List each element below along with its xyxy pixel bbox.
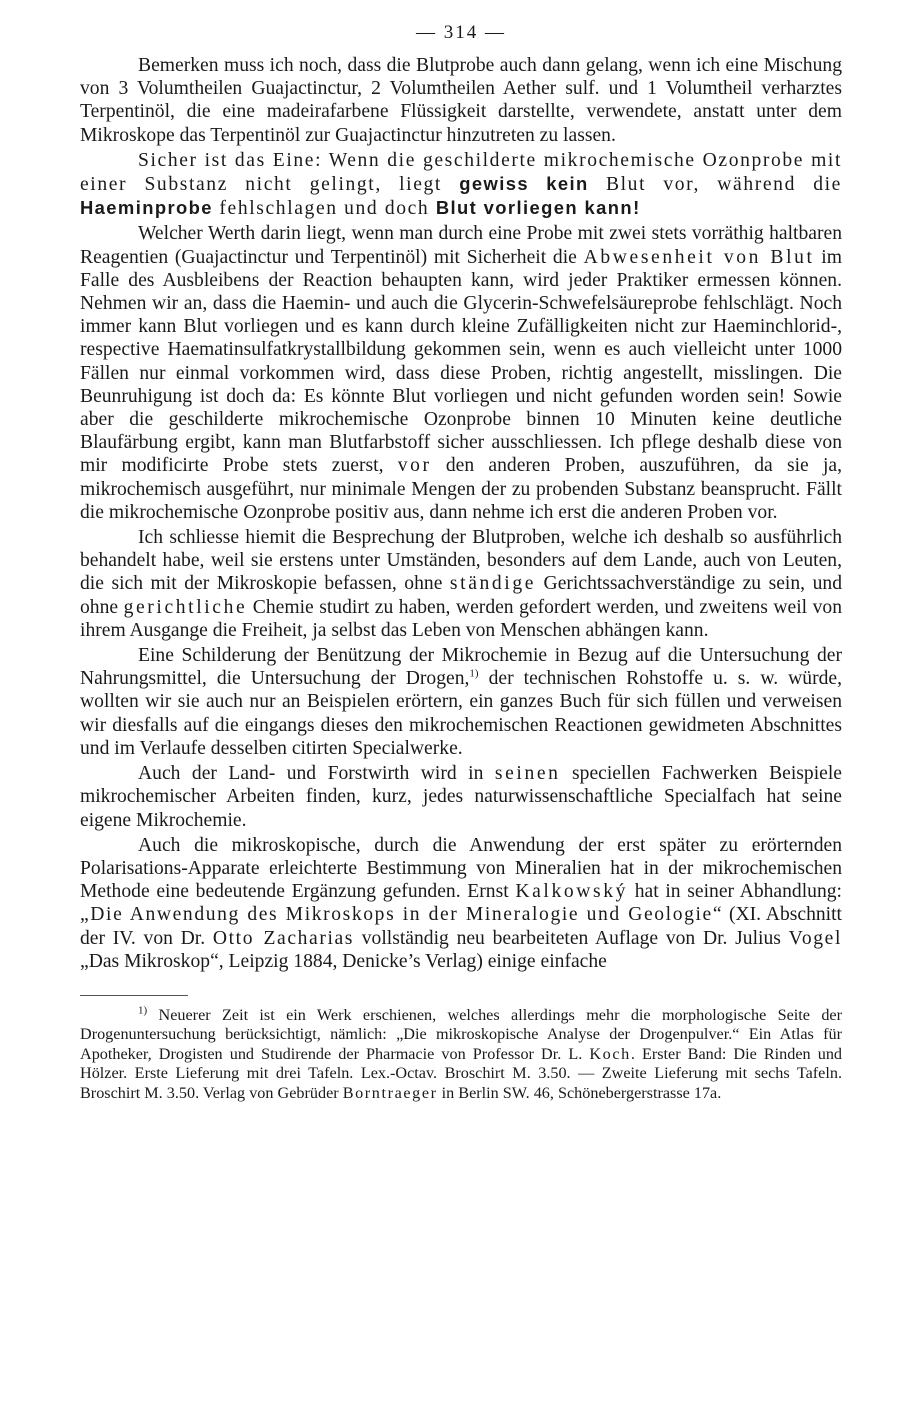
- paragraph-text: speciellen Fachwerken Beispiele mikrochemischer Arbeiten finden, kurz, jedes naturwissenschaftliche Specialfach hat seine eigene Mikrochemie.: [80, 763, 842, 831]
- paragraph-text: Bemerken muss ich noch, dass die Blutprobe auch dann gelang, wenn ich eine Mischung von 3 Volumtheilen Guajactinctur, 2 Volumtheilen Aether sulf. und 1 Volumtheil verharztes Terpentinöl, die eine madeirafarbene Flüssigkeit darstellte, verwendete, anstatt unter dem Mikroskope das Terpentinöl zur Guajactinctur hinzutreten zu lassen.: [80, 55, 842, 146]
- paragraph-text: hat in seiner Abhandlung:: [628, 881, 842, 903]
- paragraph-text: Chemie studirt zu haben, werden gefordert werden, und zweitens weil von ihrem Ausgange die Freiheit, ja selbst das Leben von Menschen abhängen kann.: [80, 596, 842, 641]
- emphasis-spaced: seinen: [494, 763, 561, 785]
- paragraph: [80, 149, 842, 221]
- emphasis-bold: Haeminprobe: [80, 197, 213, 219]
- paragraph: [80, 54, 842, 147]
- emphasis-spaced: gerichtliche: [123, 596, 248, 618]
- emphasis-spaced: Otto Zacharias: [212, 927, 355, 949]
- emphasis-spaced: Koch: [589, 1044, 631, 1063]
- paragraph: [80, 762, 842, 832]
- page-number: — 314 —: [416, 22, 506, 43]
- body-text: [80, 54, 842, 973]
- emphasis-spaced: vor: [397, 455, 432, 477]
- footnote-part: . Erster Band: Die Rinden und Hölzer. Erste Lieferung mit drei Tafeln. Lex.-Octav. Broschirt M. 3.50. — Zweite Lieferung mit sechs Tafeln. Broschirt M. 3.50. Verlag von Gebrüder: [80, 1044, 843, 1102]
- footnote-part: Neuerer Zeit ist ein Werk erschienen, welches allerdings mehr die morphologische Seite der Drogenuntersuchung berücksichtigt, nämlich: „Die mikroskopische Analyse der Drogenpulver.“ Ein Atlas für Apotheker, Drogisten und Studirende der Pharmacie von Professor Dr. L.: [80, 1005, 842, 1063]
- paragraph-text: Gerichtssachverständige zu sein, und ohne: [80, 573, 842, 618]
- paragraph: [80, 834, 842, 973]
- footnote-reference: 1): [469, 667, 479, 680]
- footnote-divider: [80, 995, 188, 996]
- emphasis-spaced: ständige: [449, 573, 537, 595]
- footnote-marker: 1): [138, 1004, 148, 1017]
- paragraph-text: fehlschlagen und doch: [212, 198, 436, 220]
- paragraph-text: Blut vor, während die: [588, 174, 842, 196]
- emphasis-spaced: „Die Anwendung des Mikroskops in der Mineralogie und Geologie“: [80, 904, 724, 926]
- paragraph-text: Eine Schilderung der Benützung der Mikrochemie in Bezug auf die Untersuchung der Nahrungsmittel, die Untersuchung der Drogen,: [80, 645, 842, 690]
- paragraph-text: Auch der Land- und Forstwirth wird in: [138, 763, 495, 785]
- paragraph-text: im Falle des Ausbleibens der Reaction behaupten kann, wird jeder Praktiker ermessen können. Nehmen wir an, dass die Haemin- und auch die Glycerin-Schwefelsäureprobe fehlschlägt. Noch immer kann Blut vorliegen und es kann durch kleine Zufälligkeiten nicht zur Haeminchlorid-, respective Haematinsulfatkrystallbildung gekommen sein, wenn es auch vielleicht unter 1000 Fällen nur einmal vorkommen wird, dass diese Proben, richtig angestellt, misslingen. Die Beunruhigung ist doch da: Es könnte Blut vorliegen und nicht gefunden worden sein! Sowie aber die geschilderte mikrochemische Ozonprobe binnen 10 Minuten keine deutliche Blaufärbung ergibt, kann man Blutfarbstoff sicher ausschliessen. Ich pflege deshalb diese von mir modificirte Probe stets zuerst,: [80, 246, 842, 477]
- emphasis-spaced: Kalkowský: [515, 881, 629, 903]
- paragraph-text: vollständig neu bearbeiteten Auflage von Dr. Julius: [354, 927, 789, 949]
- paragraph: [80, 644, 842, 760]
- paragraph-text: Sicher ist das Eine: Wenn die geschilderte mikrochemische Ozonprobe mit einer Substanz nicht gelingt, liegt: [80, 149, 842, 196]
- paragraph-text: Auch die mikroskopische, durch die Anwendung der erst später zu erörternden Polarisations-Apparate erleichterte Bestimmung von Mineralien hat in der mikrochemischen Methode eine bedeutende Ergänzung gefunden. Ernst: [80, 834, 842, 903]
- emphasis-spaced: Vogel: [788, 927, 842, 949]
- paragraph-text: den anderen Proben, auszuführen, da sie ja, mikrochemisch ausgeführt, nur minimale Mengen der zu probenden Substanz beansprucht. Fällt die mikrochemische Ozonprobe positiv aus, dann nehme ich erst die anderen Proben vor.: [80, 455, 842, 523]
- footnote: [80, 1006, 842, 1103]
- emphasis-bold: Blut vorliegen kann!: [435, 197, 641, 219]
- emphasis-spaced: Borntraeger: [342, 1083, 438, 1102]
- paragraph-text: Welcher Werth darin liegt, wenn man durch eine Probe mit zwei stets vorräthig haltbaren Reagentien (Guajactinctur und Terpentinöl) mit Sicherheit die: [80, 223, 842, 268]
- paragraph-text: Ich schliesse hiemit die Besprechung der Blutproben, welche ich deshalb so ausführlich behandelt habe, weil sie erstens unter Umständen, besonders auf dem Lande, auch von Leuten, die sich mit der Mikroskopie befassen, ohne: [80, 527, 842, 595]
- emphasis-bold: gewiss kein: [459, 173, 589, 195]
- paragraph-text: (XI. Abschnitt der IV. von Dr.: [80, 904, 842, 949]
- footnote-part: in Berlin SW. 46, Schönebergerstrasse 17a.: [437, 1083, 722, 1102]
- paragraph-text: der technischen Rohstoffe u. s. w. würde, wollten wir sie auch nur an Beispielen erörtern, ein ganzes Buch für sich füllen und verweisen wir diesfalls auf die eingangs dieses den mikrochemischen Reactionen gewidmeten Abschnittes und im Verlaufe desselben citirten Specialwerke.: [80, 668, 842, 759]
- paragraph-text: „Das Mikroskop“, Leipzig 1884, Denicke’s Verlag) einige einfache: [80, 950, 607, 972]
- footnote-text: [80, 1006, 842, 1103]
- paragraph: [80, 526, 842, 642]
- paragraph: [80, 222, 842, 524]
- emphasis-spaced: Abwesenheit von Blut: [583, 246, 815, 268]
